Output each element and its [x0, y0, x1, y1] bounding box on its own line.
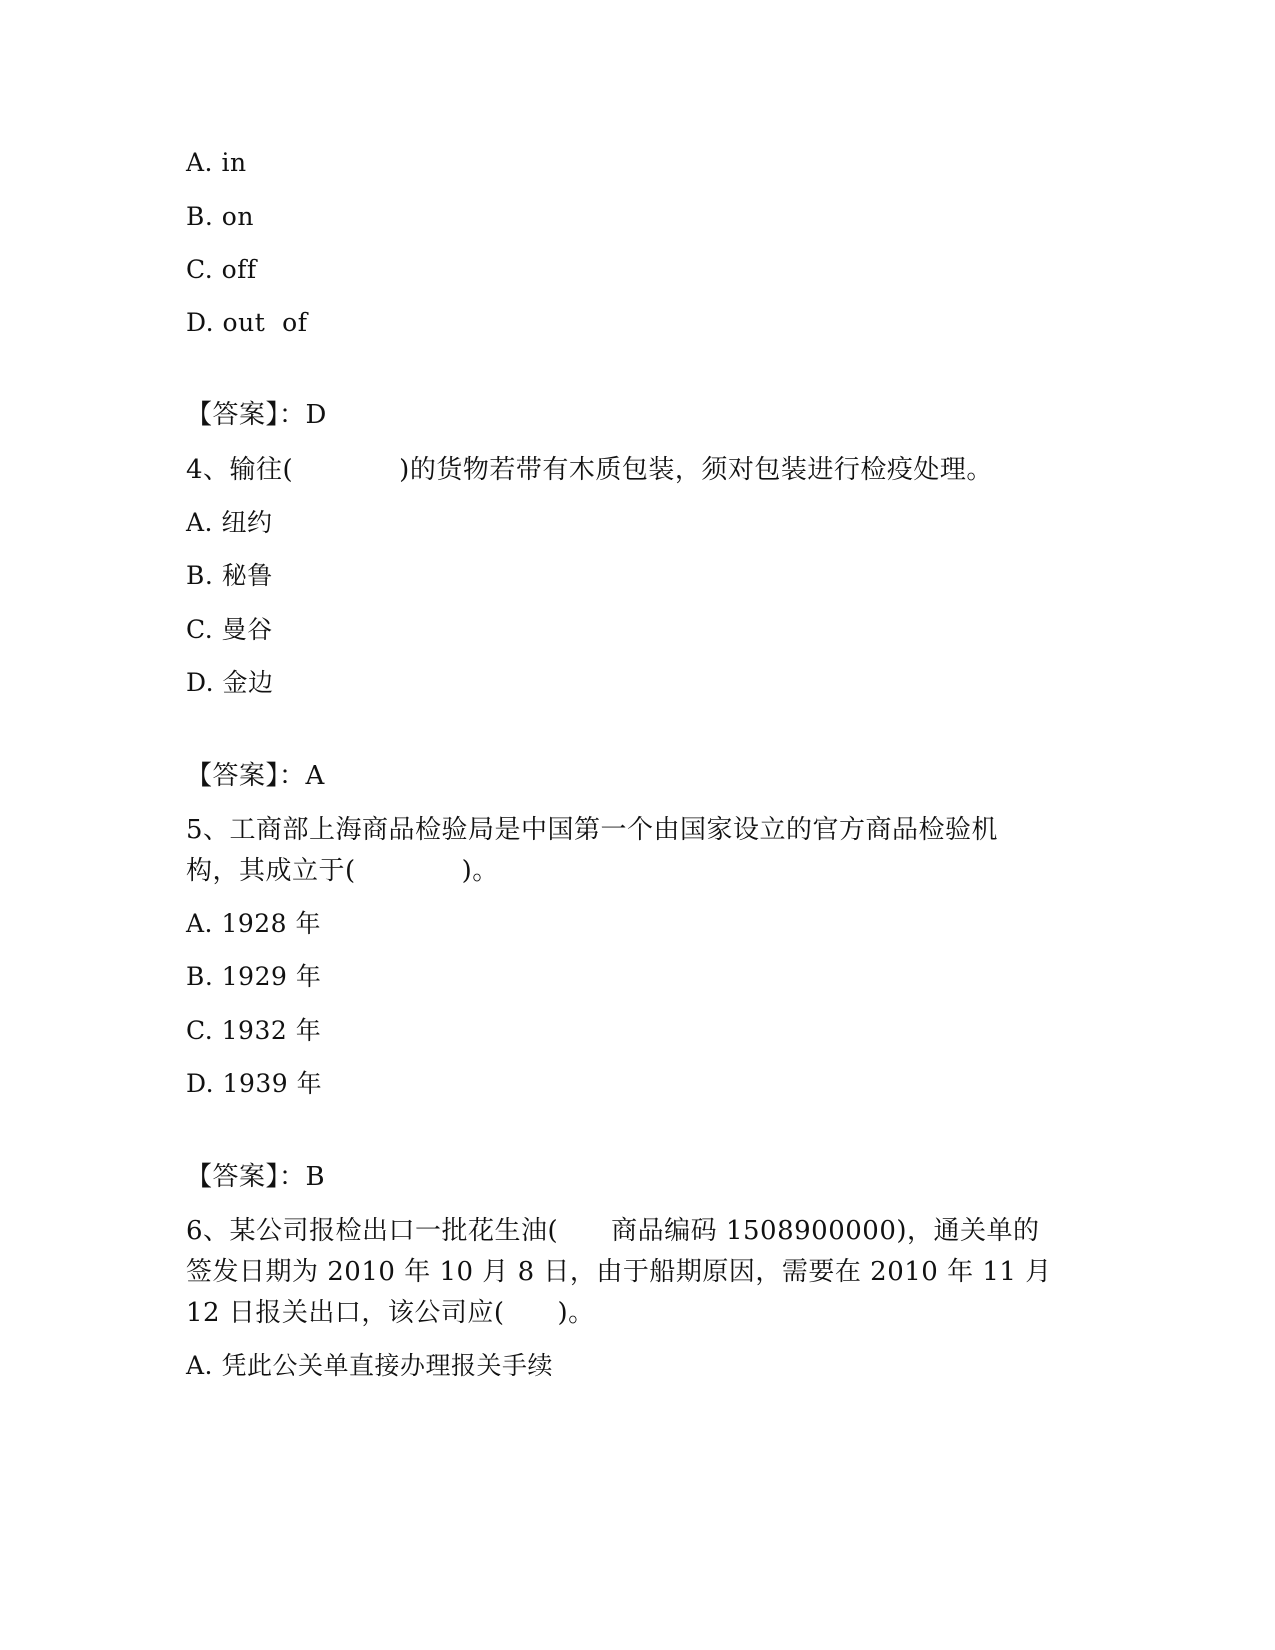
- question-4-text: 4、输往( )的货物若带有木质包装，须对包装进行检疫处理。: [186, 455, 993, 485]
- option-c: C. off: [186, 255, 257, 284]
- question-6-text-line-3: 12 日报关出口，该公司应( )。: [186, 1298, 595, 1328]
- question-6-text-line-1: 6、某公司报检出口一批花生油( 商品编码 1508900000)，通关单的: [186, 1216, 1040, 1246]
- question-6-option-a: A. 凭此公关单直接办理报关手续: [186, 1351, 553, 1380]
- question-5-text-line-2: 构，其成立于( )。: [186, 856, 499, 886]
- option-a: A. in: [186, 148, 247, 177]
- question-5-option-b: B. 1929 年: [186, 962, 322, 991]
- question-5-option-a: A. 1928 年: [186, 909, 322, 938]
- question-5-option-c: C. 1932 年: [186, 1016, 322, 1045]
- question-5-answer: 【答案】：B: [186, 1162, 326, 1192]
- question-4-option-a: A. 纽约: [186, 508, 273, 537]
- option-b: B. on: [186, 202, 254, 231]
- option-d: D. out of: [186, 308, 308, 337]
- question-5-option-d: D. 1939 年: [186, 1069, 323, 1098]
- question-4-option-c: C. 曼谷: [186, 615, 273, 644]
- question-4-option-d: D. 金边: [186, 668, 274, 697]
- question-6-text-line-2: 签发日期为 2010 年 10 月 8 日，由于船期原因，需要在 2010 年 11 月: [186, 1257, 1052, 1287]
- answer-label: 【答案】：D: [186, 400, 327, 430]
- question-4-option-b: B. 秘鲁: [186, 561, 273, 590]
- question-4-answer: 【答案】：A: [186, 761, 325, 791]
- question-5-text-line-1: 5、工商部上海商品检验局是中国第一个由国家设立的官方商品检验机: [186, 815, 999, 845]
